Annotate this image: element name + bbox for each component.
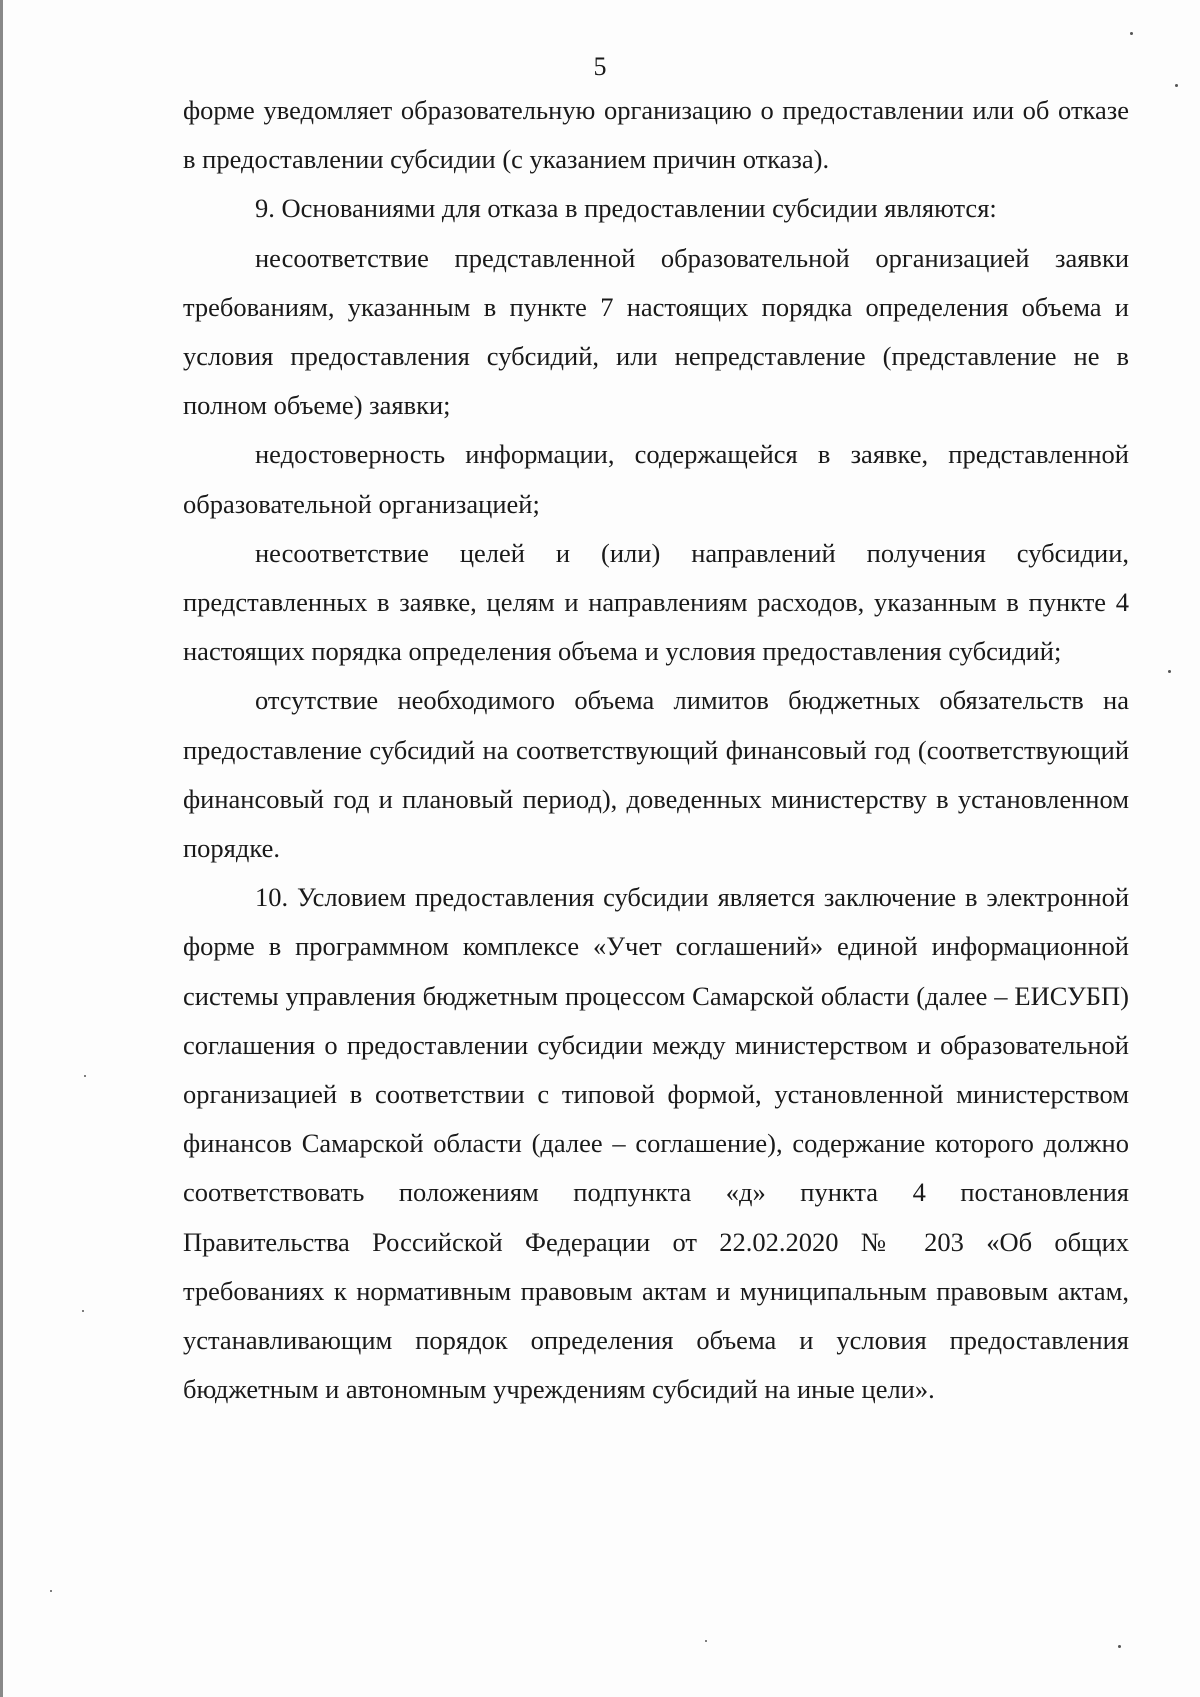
scan-speck: [50, 1590, 52, 1592]
paragraph: форме уведомляет образовательную организацию о предоставлении или об отказе в предоставлении субсидии (с указанием причин отказа).: [183, 95, 1129, 175]
scan-speck: [1168, 670, 1171, 673]
scan-speck: [1118, 1645, 1121, 1648]
paragraph: 9. Основаниями для отказа в предоставлении субсидии являются:: [255, 193, 997, 224]
scan-speck: [705, 1640, 707, 1642]
scan-speck: [1175, 84, 1178, 87]
body-text: [183, 86, 1129, 1414]
paragraph: недостоверность информации, содержащейся в заявке, представленной образовательной организацией;: [183, 439, 1129, 519]
paragraph: 10. Условием предоставления субсидии является заключение в электронной форме в программном комплексе «Учет соглашений» единой информационной системы управления бюджетным процессом Самарской области (далее – ЕИСУБП) соглашения о предоставлении субсидии между министерством и образовательной организацией в соответствии с типовой формой, установленной министерством финансов Самарской области (далее – соглашение), содержание которого должно соответствовать положениям подпункта «д» пункта 4 постановления Правительства Российской Федерации от 22.02.2020 № 203 «Об общих требованиях к нормативным правовым актам и муниципальным правовым актам, устанавливающим порядок определения объема и условия предоставления бюджетным и автономным учреждениям субсидий на иные цели».: [183, 882, 1129, 1405]
scan-speck: [84, 1075, 86, 1077]
paragraph: несоответствие представленной образовательной организацией заявки требованиям, указанным в пункте 7 настоящих порядка определения объема и условия предоставления субсидий, или непредставление (представление не в полном объеме) заявки;: [183, 242, 1129, 421]
scan-speck: [82, 1310, 84, 1312]
paragraph: отсутствие необходимого объема лимитов бюджетных обязательств на предоставление субсидий на соответствующий финансовый год (соответствующий финансовый год и плановый период), доведенных министерству в установленном порядке.: [183, 685, 1129, 864]
scan-speck: [1130, 32, 1133, 35]
paragraph: несоответствие целей и (или) направлений получения субсидии, представленных в заявке, целям и направлениям расходов, указанным в пункте 4 настоящих порядка определения объема и условия предоставления субсидий;: [183, 537, 1129, 667]
scan-edge: [0, 0, 3, 1697]
page-number: 5: [593, 52, 607, 81]
